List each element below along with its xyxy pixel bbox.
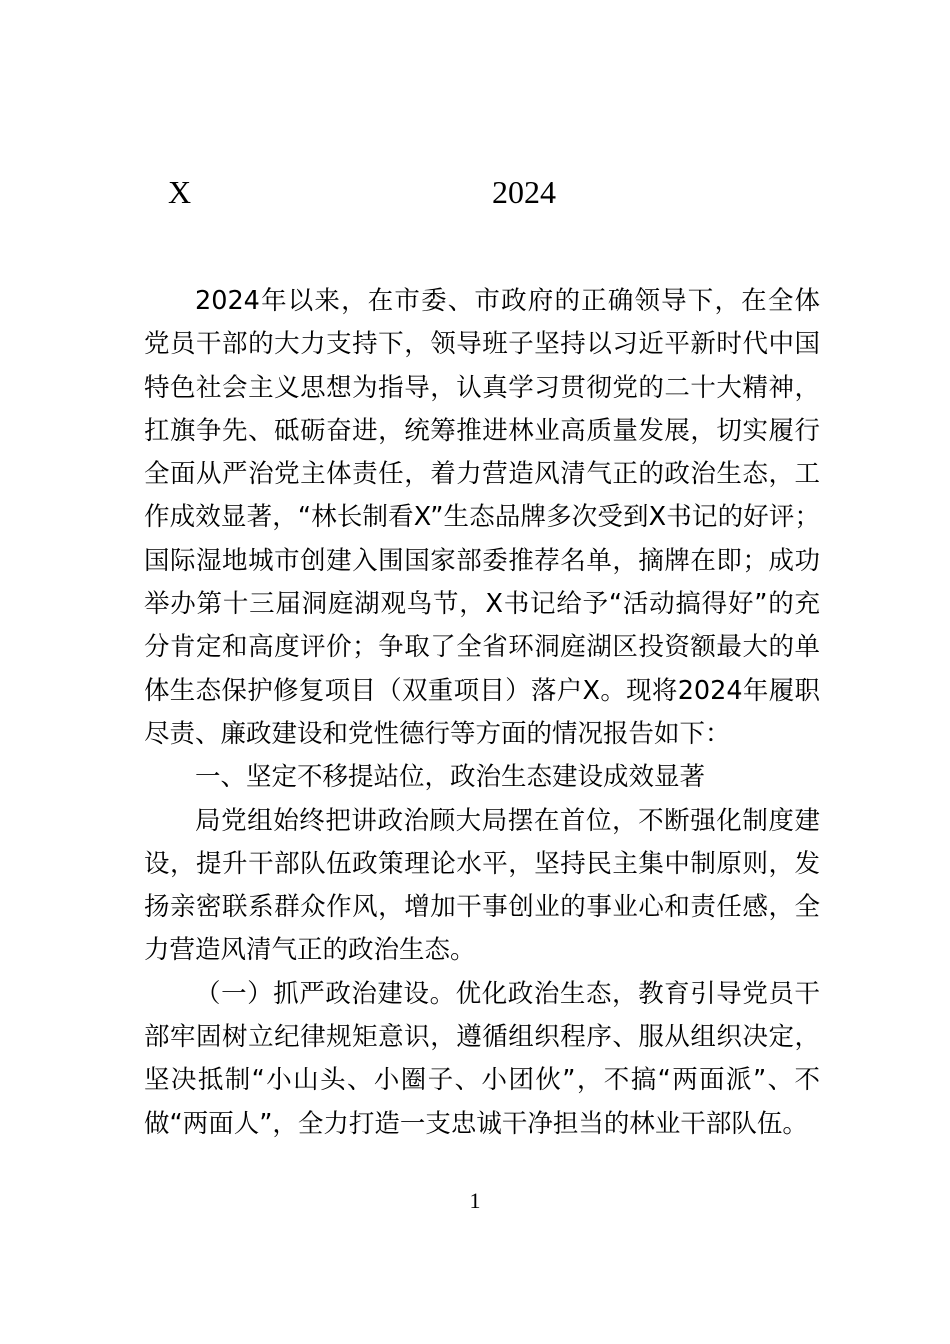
- page-number: 1: [469, 1188, 481, 1213]
- document-title: [0, 170, 950, 220]
- title-part-2: 2024: [492, 174, 556, 210]
- section-heading-1: 一、坚定不移提站位，政治生态建设成效显著: [195, 762, 706, 793]
- document-body: [144, 280, 820, 1146]
- paragraph-section-1: 局党组始终把讲政治顾大局摆在首位，不断强化制度建设，提升干部队伍政策理论水平，坚持民主集中制原则，发扬亲密联系群众作风，增加干事创业的事业心和责任感，全力营造风清气正的政治生态。: [144, 805, 820, 966]
- paragraph-subsection-1: （一）抓严政治建设。优化政治生态，教育引导党员干部牢固树立纪律规矩意识，遵循组织程序、服从组织决定，坚决抵制“小山头、小圈子、小团伙”，不搞“两面派”、不做“两面人”，全力打造一支忠诚干净担当的林业干部队伍。: [144, 978, 820, 1139]
- paragraph-intro: 2024年以来，在市委、市政府的正确领导下，在全体党员干部的大力支持下，领导班子坚持以习近平新时代中国特色社会主义思想为指导，认真学习贯彻党的二十大精神，扛旗争先、砥砺奋进，统筹推进林业高质量发展，切实履行全面从严治党主体责任，着力营造风清气正的政治生态，工作成效显著，“林长制看X”生态品牌多次受到X书记的好评；国际湿地城市创建入围国家部委推荐名单，摘牌在即；成功举办第十三届洞庭湖观鸟节，X书记给予“活动搞得好”的充分肯定和高度评价；争取了全省环洞庭湖区投资额最大的单体生态保护修复项目（双重项目）落户X。现将2024年履职尽责、廉政建设和党性德行等方面的情况报告如下：: [144, 286, 820, 749]
- title-part-1: X: [168, 174, 192, 210]
